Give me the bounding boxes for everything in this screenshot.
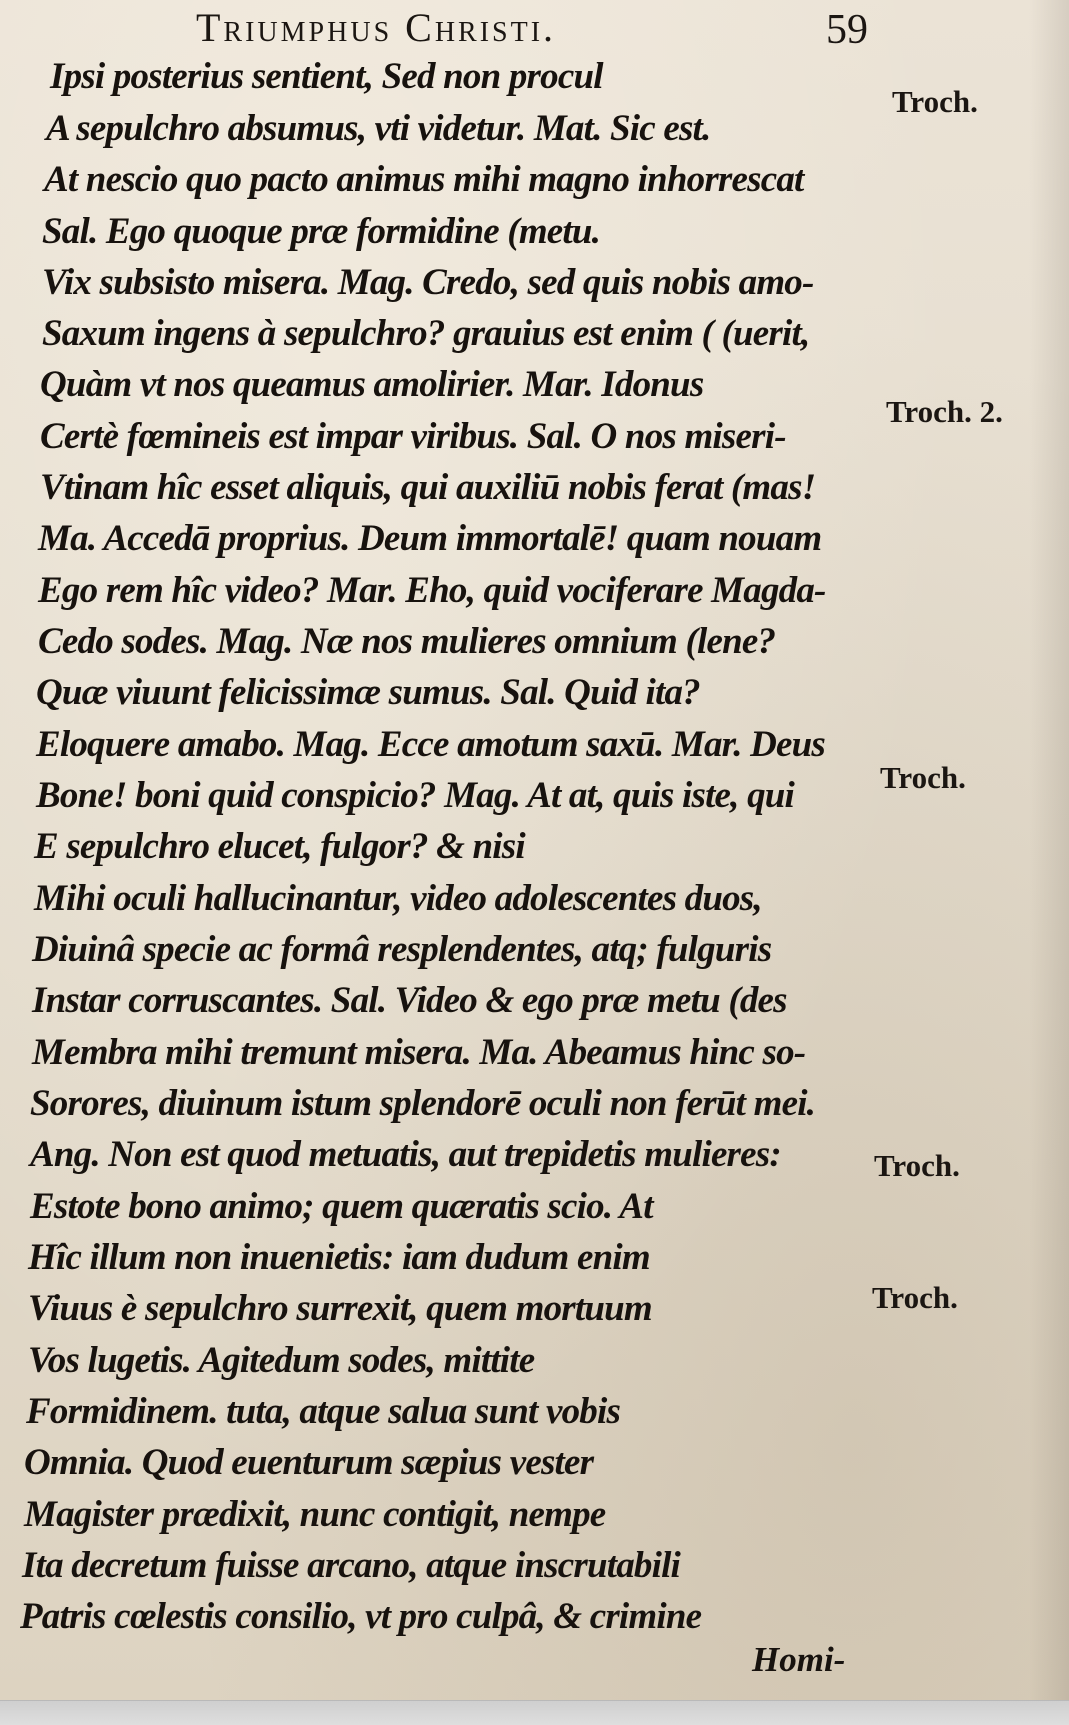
margin-note: Troch. xyxy=(872,1280,958,1315)
text-line: Saxum ingens à sepulchro? grauius est enim ( (uerit, xyxy=(42,313,810,354)
text-line: At nescio quo pacto animus mihi magno inhorrescat xyxy=(44,159,804,200)
page-number: 59 xyxy=(826,7,868,53)
text-line: Membra mihi tremunt misera. Ma. Abeamus hinc so- xyxy=(32,1032,806,1073)
text-line: Quæ viuunt felicissimæ sumus. Sal. Quid ita? xyxy=(36,672,700,713)
text-line: Ma. Accedā proprius. Deum immortalē! quam nouam xyxy=(38,518,822,559)
running-head: Triumphus Christi. xyxy=(196,5,557,50)
text-line: A sepulchro absumus, vti videtur. Mat. Sic est. xyxy=(46,108,711,149)
text-line: Sal. Ego quoque præ formidine (metu. xyxy=(42,211,601,252)
catchword: Homi- xyxy=(752,1640,846,1679)
text-line: Magister prædixit, nunc contigit, nempe xyxy=(24,1494,606,1535)
margin-note: Troch. xyxy=(892,84,978,119)
text-line: Cedo sodes. Mag. Næ nos mulieres omnium (lene? xyxy=(38,621,776,662)
text-line: Ipsi posterius sentient, Sed non procul xyxy=(50,56,603,97)
text-line: Sorores, diuinum istum splendorē oculi non ferūt mei. xyxy=(30,1083,816,1124)
text-line: Hîc illum non inuenietis: iam dudum enim xyxy=(28,1237,650,1278)
text-line: Ang. Non est quod metuatis, aut trepidetis mulieres: xyxy=(30,1134,781,1175)
text-line: Mihi oculi hallucinantur, video adolescentes duos, xyxy=(34,878,762,919)
text-line: Formidinem. tuta, atque salua sunt vobis xyxy=(26,1391,621,1432)
margin-note: Troch. xyxy=(880,760,966,795)
text-line: E sepulchro elucet, fulgor? & nisi xyxy=(34,826,525,867)
text-line: Ego rem hîc video? Mar. Eho, quid vociferare Magda- xyxy=(38,570,826,611)
text-line: Patris cœlestis consilio, vt pro culpâ, & crimine xyxy=(20,1596,702,1637)
margin-note: Troch. xyxy=(874,1148,960,1183)
text-line: Estote bono animo; quem quæratis scio. At xyxy=(30,1186,653,1227)
margin-note: Troch. 2. xyxy=(886,394,1003,429)
text-line: Vos lugetis. Agitedum sodes, mittite xyxy=(28,1340,535,1381)
text-line: Instar corruscantes. Sal. Video & ego præ metu (des xyxy=(32,980,787,1021)
text-line: Vix subsisto misera. Mag. Credo, sed quis nobis amo- xyxy=(42,262,814,303)
viewer-bottom-strip xyxy=(0,1700,1069,1725)
text-line: Eloquere amabo. Mag. Ecce amotum saxū. Mar. Deus xyxy=(36,724,826,765)
text-line: Bone! boni quid conspicio? Mag. At at, quis iste, qui xyxy=(36,775,795,816)
text-line: Viuus è sepulchro surrexit, quem mortuum xyxy=(28,1288,652,1329)
text-line: Diuinâ specie ac formâ resplendentes, atq; fulguris xyxy=(32,929,772,970)
text-line: Ita decretum fuisse arcano, atque inscrutabili xyxy=(22,1545,681,1586)
text-line: Quàm vt nos queamus amolirier. Mar. Idonus xyxy=(40,364,704,405)
text-line: Vtinam hîc esset aliquis, qui auxiliū nobis ferat (mas! xyxy=(40,467,816,508)
text-line: Omnia. Quod euenturum sæpius vester xyxy=(24,1442,594,1483)
text-line: Certè fœmineis est impar viribus. Sal. O nos miseri- xyxy=(40,416,786,457)
